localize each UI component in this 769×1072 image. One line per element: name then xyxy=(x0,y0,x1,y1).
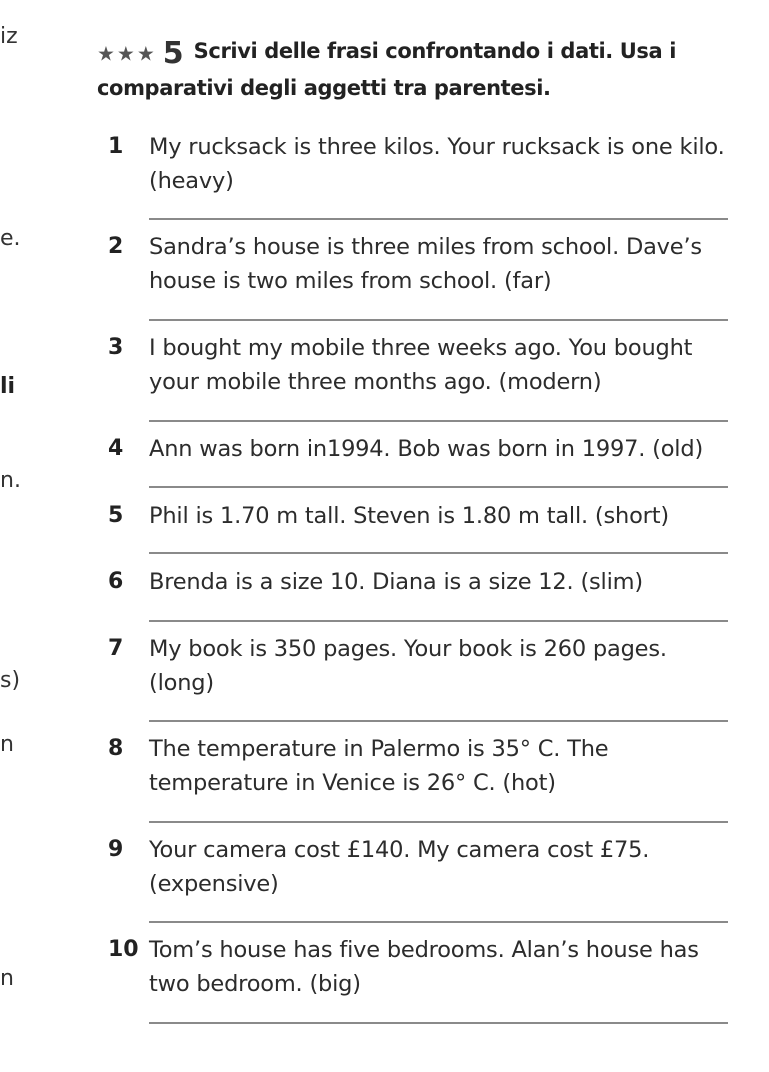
item-sentence: Brenda is a size 10. Diana is a size 12. (slim) xyxy=(149,569,643,595)
answer-line-1[interactable] xyxy=(149,218,728,220)
margin-fragment: li xyxy=(0,374,16,399)
item-text-line-2: two bedroom. (big) xyxy=(149,971,361,997)
answer-line-8[interactable] xyxy=(149,821,728,823)
item-sentence xyxy=(149,130,739,198)
answer-line-5[interactable] xyxy=(149,552,728,554)
margin-fragment: s) xyxy=(0,668,21,693)
answer-line-10[interactable] xyxy=(149,1022,728,1024)
margin-fragment: n. xyxy=(0,468,21,493)
item-sentence xyxy=(149,732,739,800)
item-sentence xyxy=(149,833,739,901)
item-number: 8 xyxy=(108,736,124,761)
answer-line-2[interactable] xyxy=(149,319,728,321)
item-text-line-1: Tom’s house has five bedrooms. Alan’s house has xyxy=(149,937,699,963)
item-text-line-1: Sandra’s house is three miles from school. Dave’s xyxy=(149,234,702,260)
item-text-line-2: (heavy) xyxy=(149,168,234,194)
item-sentence xyxy=(149,230,739,298)
margin-fragment: n xyxy=(0,732,14,757)
item-number: 5 xyxy=(108,503,124,528)
item-text-line-2: house is two miles from school. (far) xyxy=(149,268,552,294)
item-sentence: Phil is 1.70 m tall. Steven is 1.80 m tall. (short) xyxy=(149,503,669,529)
item-number: 10 xyxy=(108,937,139,962)
item-number: 9 xyxy=(108,837,124,862)
item-number: 3 xyxy=(108,335,124,360)
item-text-line-1: The temperature in Palermo is 35° C. The xyxy=(149,736,609,762)
item-text-line-2: your mobile three months ago. (modern) xyxy=(149,369,602,395)
difficulty-stars-icon: ★★★ xyxy=(97,41,157,66)
item-text-line-2: (expensive) xyxy=(149,871,279,897)
item-text-line-1: Your camera cost £140. My camera cost £75. xyxy=(149,837,650,863)
item-number: 1 xyxy=(108,134,124,159)
left-margin-fragments xyxy=(0,0,40,1072)
item-number: 7 xyxy=(108,636,124,661)
margin-fragment: n xyxy=(0,966,14,991)
item-text-line-1: I bought my mobile three weeks ago. You bought xyxy=(149,335,693,361)
answer-line-7[interactable] xyxy=(149,720,728,722)
answer-line-6[interactable] xyxy=(149,620,728,622)
item-sentence: Ann was born in1994. Bob was born in 1997. (old) xyxy=(149,436,704,462)
margin-fragment: iz xyxy=(0,24,18,49)
answer-line-3[interactable] xyxy=(149,420,728,422)
item-number: 2 xyxy=(108,234,124,259)
margin-fragment: e. xyxy=(0,226,21,251)
exercise-number: 5 xyxy=(162,35,184,71)
item-number: 4 xyxy=(108,436,124,461)
exercise-header xyxy=(97,34,757,107)
item-text-line-2: temperature in Venice is 26° C. (hot) xyxy=(149,770,556,796)
answer-line-9[interactable] xyxy=(149,921,728,923)
item-text-line-1: My rucksack is three kilos. Your rucksack is one kilo. xyxy=(149,134,725,160)
item-sentence xyxy=(149,632,739,700)
answer-line-4[interactable] xyxy=(149,486,728,488)
item-text-line-2: (long) xyxy=(149,670,214,696)
instruction-line-1: Scrivi delle frasi confrontando i dati. Usa i xyxy=(193,39,676,63)
instruction-line-2: comparativi degli aggetti tra parentesi. xyxy=(97,75,551,100)
item-sentence xyxy=(149,331,739,399)
item-text-line-1: My book is 350 pages. Your book is 260 pages. xyxy=(149,636,667,662)
item-number: 6 xyxy=(108,569,124,594)
item-sentence xyxy=(149,933,739,1001)
